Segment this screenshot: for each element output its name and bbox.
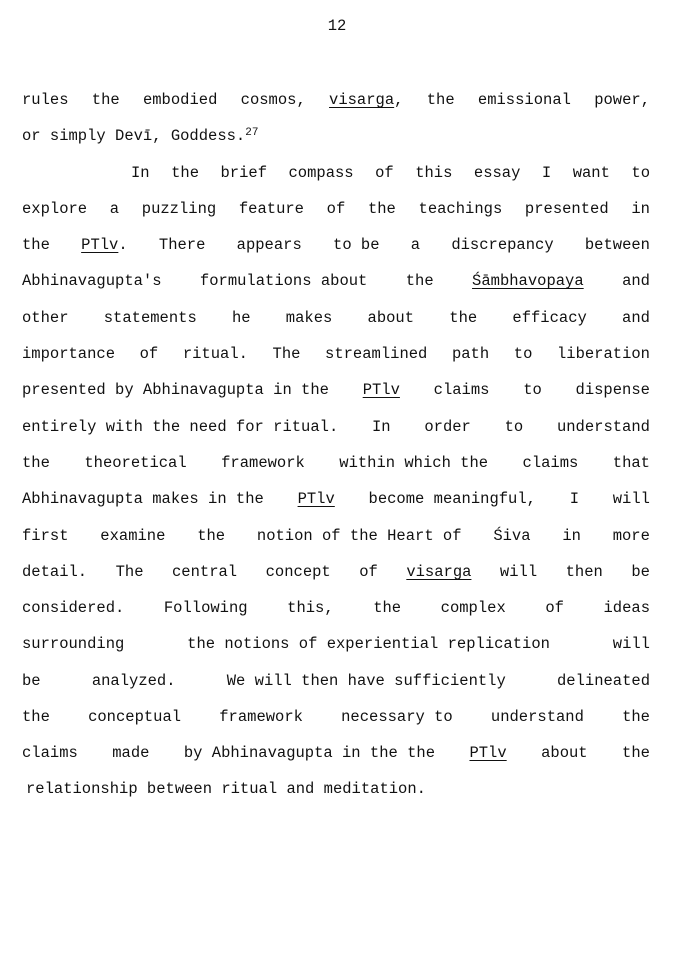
term-sambhavopaya: Śāmbhavopaya: [472, 272, 584, 290]
text-line: [22, 489, 650, 509]
word: puzzling: [141, 200, 217, 218]
word: importance: [22, 345, 116, 363]
word: The: [272, 345, 301, 363]
word: detail.: [22, 563, 88, 581]
word: brief: [220, 164, 267, 182]
word: then: [565, 563, 603, 581]
text-line: [22, 453, 650, 473]
word: the: [622, 744, 650, 762]
word: and: [622, 272, 650, 290]
word: conceptual: [88, 708, 182, 726]
word: the: [449, 309, 478, 327]
word: between: [584, 236, 650, 254]
word: examine: [100, 527, 166, 545]
word: the: [22, 454, 50, 472]
word: want: [572, 164, 610, 182]
word: Abhinavagupta makes in the: [22, 490, 264, 508]
word: and: [622, 309, 650, 327]
word: in: [631, 200, 650, 218]
word: a: [109, 200, 120, 218]
word: rules: [22, 91, 69, 109]
term-visarga: visarga: [406, 563, 472, 581]
word: makes: [285, 309, 333, 327]
text-line: [22, 344, 650, 364]
word: about: [541, 744, 588, 762]
word: formulations about: [199, 272, 368, 290]
term-ptlv: PTlv: [297, 490, 335, 508]
word: he: [231, 309, 251, 327]
word: presented: [524, 200, 609, 218]
text-line: [22, 743, 650, 763]
word: framework: [221, 454, 305, 472]
text-line: [131, 163, 650, 183]
word: the: [22, 708, 50, 726]
text-line: [22, 562, 650, 582]
word: the notions of experiential replication: [187, 635, 550, 653]
word: analyzed.: [91, 672, 176, 690]
word: the: [373, 599, 402, 617]
text-line: [22, 707, 650, 727]
word: become meaningful,: [368, 490, 536, 508]
word: understand: [490, 708, 584, 726]
word: the: [197, 527, 226, 545]
word: power,: [594, 91, 650, 109]
word: teachings: [418, 200, 503, 218]
text-line: the PTlv. There appears to be a discrepancy between: [22, 236, 650, 254]
word: first: [22, 527, 69, 545]
word: of: [326, 200, 346, 218]
word: notion of the Heart of: [256, 527, 462, 545]
word: about: [367, 309, 415, 327]
word: embodied: [142, 91, 218, 109]
word: of: [375, 164, 394, 182]
word: In: [372, 418, 391, 436]
word: statements: [103, 309, 197, 327]
word: feature: [238, 200, 304, 218]
text-line: [22, 126, 258, 146]
word: a: [410, 236, 421, 254]
footnote-ref: 27: [245, 127, 259, 139]
word: cosmos,: [240, 91, 306, 109]
word: discrepancy: [451, 236, 554, 254]
word: understand: [556, 418, 650, 436]
text-line: [22, 308, 650, 328]
word: liberation: [556, 345, 650, 363]
word: the: [405, 272, 434, 290]
word: to: [631, 164, 650, 182]
word: path: [451, 345, 490, 363]
text-line: [22, 380, 650, 400]
text-line: [22, 417, 650, 437]
term-ptlv: PTlv: [469, 744, 507, 762]
word: will: [499, 563, 538, 581]
page-number: 12: [327, 17, 347, 35]
word: claims: [22, 744, 78, 762]
text-line: [26, 779, 426, 799]
word: theoretical: [84, 454, 187, 472]
text: relationship between ritual and meditation.: [26, 780, 426, 798]
term-ptlv: PTlv: [81, 236, 119, 254]
word: ritual.: [182, 345, 248, 363]
word: be: [631, 563, 650, 581]
text-line: rules the embodied cosmos, visarga, the emissional power,: [22, 91, 650, 109]
word: the: [367, 200, 396, 218]
word: this: [415, 164, 453, 182]
text-line: [22, 634, 650, 654]
word: of: [139, 345, 159, 363]
word: central: [172, 563, 238, 581]
word: entirely with the need for ritual.: [22, 418, 339, 436]
word: Abhinavagupta's: [22, 272, 162, 290]
word: We will then have sufficiently: [226, 672, 506, 690]
word: by Abhinavagupta in the the: [183, 744, 436, 762]
word: be: [22, 672, 41, 690]
text-line: [22, 271, 650, 291]
word: in: [562, 527, 581, 545]
word: appears: [236, 236, 302, 254]
word: to: [504, 418, 524, 436]
text: or simply Devī, Goddess.: [22, 127, 246, 145]
word: The: [115, 563, 144, 581]
word: that: [612, 454, 650, 472]
word: Following: [163, 599, 248, 617]
word: efficacy: [512, 309, 587, 327]
word: claims: [522, 454, 579, 472]
text-line: [22, 598, 650, 618]
word: the: [171, 164, 199, 182]
text-line: [22, 671, 650, 691]
word: I: [569, 490, 580, 508]
word: considered.: [22, 599, 125, 617]
word: the: [22, 236, 50, 254]
term-visarga: visarga: [329, 91, 395, 109]
word: In: [131, 164, 150, 182]
word: ideas: [603, 599, 650, 617]
word: more: [612, 527, 650, 545]
word: to be: [333, 236, 380, 254]
word: the: [622, 708, 650, 726]
word: necessary to: [341, 708, 453, 726]
text-line: [22, 199, 650, 219]
word: framework: [219, 708, 303, 726]
word: Śiva: [493, 527, 531, 545]
word: streamlined: [325, 345, 428, 363]
word: concept: [265, 563, 331, 581]
word: I: [541, 164, 552, 182]
word: to: [523, 381, 542, 399]
word: presented by Abhinavagupta in the: [22, 381, 329, 399]
word: the: [91, 91, 120, 109]
word: order: [424, 418, 471, 436]
term-ptlv: PTlv: [362, 381, 400, 399]
word: the: [426, 91, 455, 109]
word: will: [612, 490, 650, 508]
word: delineated: [556, 672, 650, 690]
word: of: [359, 563, 378, 581]
word: made: [112, 744, 150, 762]
word: of: [545, 599, 564, 617]
word: within which the: [339, 454, 489, 472]
word: will: [612, 635, 650, 653]
word: compass: [288, 164, 354, 182]
word: other: [22, 309, 69, 327]
word: complex: [440, 599, 506, 617]
text-line: [22, 526, 650, 546]
word: this,: [287, 599, 334, 617]
word: explore: [22, 200, 88, 218]
word: essay: [473, 164, 521, 182]
word: claims: [433, 381, 490, 399]
word: emissional: [477, 91, 571, 109]
word: There: [158, 236, 206, 254]
word: to: [513, 345, 533, 363]
word: surrounding: [22, 635, 125, 653]
word: dispense: [575, 381, 650, 399]
